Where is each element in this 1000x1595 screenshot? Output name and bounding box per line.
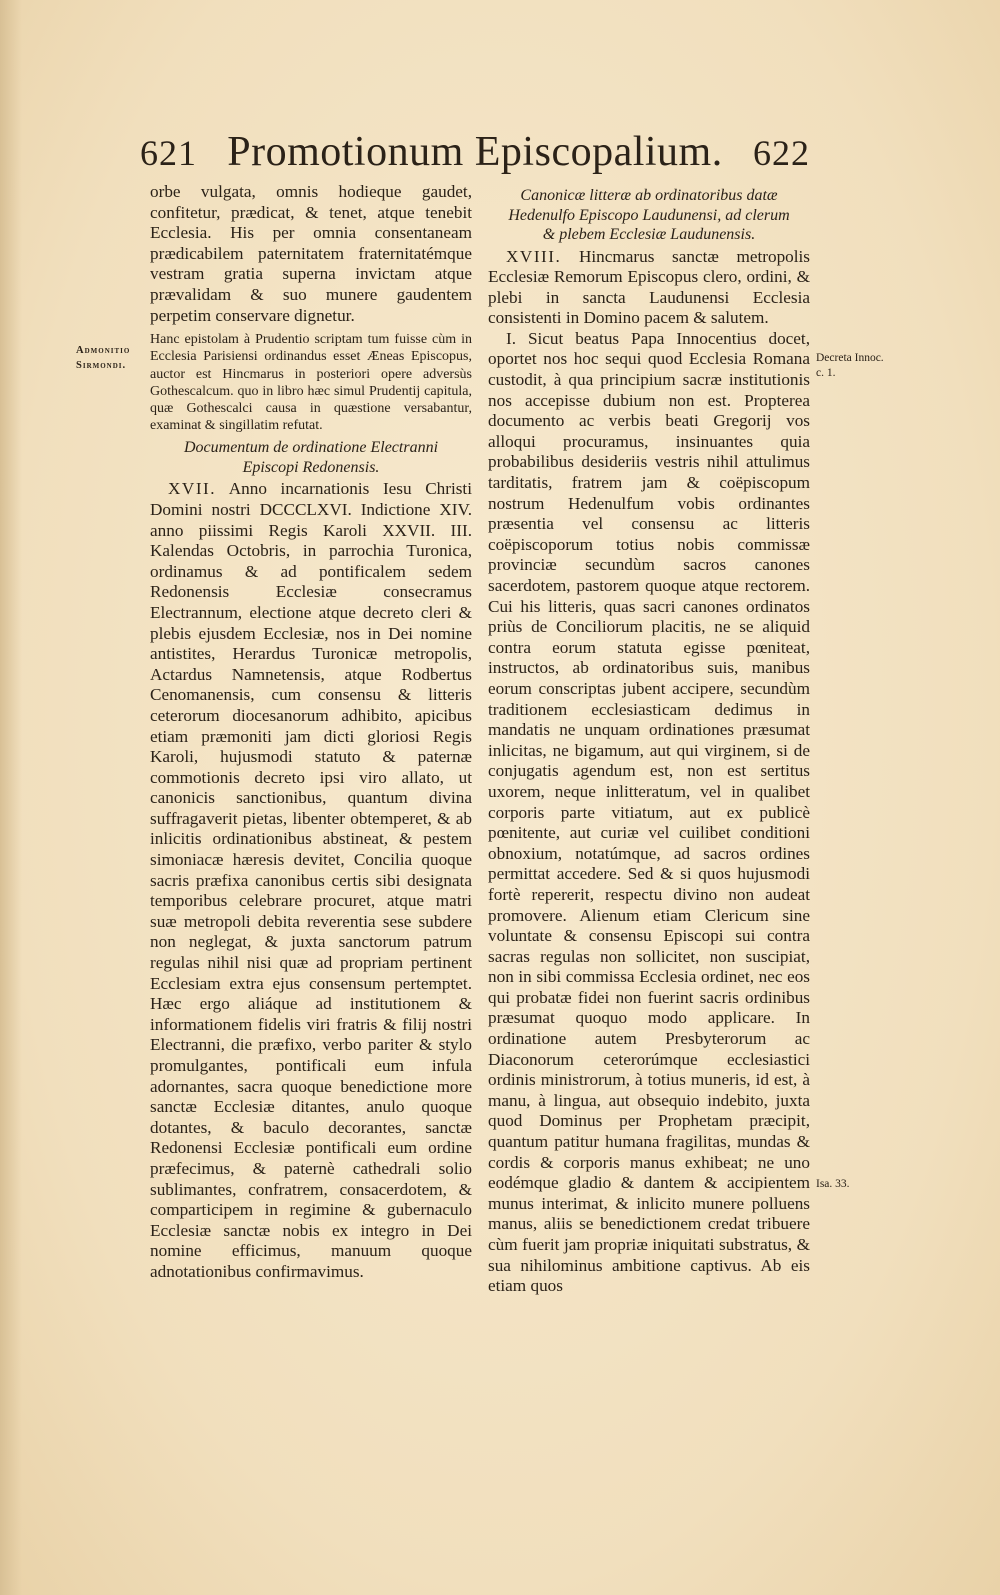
heading-line: & plebem Ecclesiæ Laudunensis. (542, 226, 756, 243)
margin-note-isaiah: Isa. 33. (816, 1178, 850, 1190)
section-heading-hedenulfus (488, 186, 810, 245)
sirmond-note: Hanc epistolam à Prudentio scriptam tum fuisse cùm in Ecclesia Parisiensi ordinandus esset Æneas Episcopus, auctor est Hincmarus in posteriori opere adversùs Gothescalcum. quo in libro hæc simul Prudentij capitula, quæ Gothescalci causa in quæstione versabantur, examinat & singillatim refutat. (150, 332, 472, 434)
paragraph-xvii (150, 479, 472, 1282)
margin-note-decreta: Decreta Innoc. c. 1. (816, 352, 884, 379)
heading-line: Episcopi Redonensis. (242, 458, 380, 476)
paragraph-closing-letter: orbe vulgata, omnis hodieque gaudet, confitetur, prædicat, & tenet, atque tenebit Ecclesia. His per omnia consentaneam prædicabilem paternitatem fraternitatémque vestram gratia superna invictam atque prævalidam & suo munere gaudentem perpetim conservare dignetur. (150, 182, 472, 325)
page-number-left: 621 (140, 133, 197, 173)
right-column (488, 182, 810, 1297)
page-number-right: 622 (752, 133, 810, 173)
heading-line: Documentum de ordinatione Electranni (183, 439, 439, 457)
running-header (140, 128, 810, 180)
paragraph-text: Hincmarus sanctæ metropolis Ecclesiæ Remorum Episcopus clero, ordini, & plebi in sancta Laudunensi Ecclesia consistenti in Domino pacem & salutem. (488, 246, 811, 328)
page-gutter-shadow (0, 0, 22, 1595)
heading-line: Canonicæ litteræ ab ordinatoribus datæ Hedenulfo Episcopo Laudunensi, ad clerum (508, 187, 790, 224)
margin-note-admonitio: Admonitio Sirmondi. (76, 345, 131, 371)
paragraph-xviii (488, 247, 810, 329)
section-number: XVII. (168, 479, 217, 499)
running-title: Promotionum Episcopalium. (227, 129, 723, 175)
section-number: XVIII. (506, 246, 562, 266)
paragraph-text: Anno incarnationis Iesu Christi Domini nostri DCCCLXVI. Indictione XIV. anno piissimi Regis Karoli XXVII. III. Kalendas Octobris, in parrochia Turonica, ordinamus & ad pontificalem sedem Redonensis Ecclesiæ consecramus Electrannum, electione atque decreto cleri & plebis ejusdem Ecclesiæ, nos in Dei nomine antistites, Herardus Turonicæ metropolis, Actardus Namnetensis, atque Rodbertus Cenomanensis, cum consensu & litteris ceterorum diocesanorum adhibito, apicibus etiam præmoniti jam dicti gloriosi Regis Karoli, hujusmodi statuto & paternæ commotionis decreto ipsi viro allato, ut canonicis sanctionibus, quantum divina suffragaverit pietas, libenter obtemperet, & ab inlicitis ordinationibus abstineat, & pestem simoniacæ hæresis devitet, Concilia quoque sacris præfixa canonibus certis sibi designata temporibus celebrare procuret, atque matri suæ metropoli debita reverentia sese subdere non neglegat, & juxta sanctorum patrum regulas nihil nisi quæ ad propriam pertinent Ecclesiam extra ejus consensum pertemptet. Hæc ergo aliáque ad institutionem & informationem fidelis viri fratris & filij nostri Electranni, die præfixo, verbo pariter & stylo promulgantes, pontificali eum infula adornantes, sacra quoque benedictione more sanctæ Ecclesiæ ditantes, anulo quoque dotantes, & baculo decorantes, sanctæ Redonensi Ecclesiæ pontificali eum ordine præfecimus, & paternè cathedrali solio sublimantes, confratrem, consacerdotem, & comparticipem in regimine & gubernaculo Ecclesiæ sanctæ nobis ex integro in Dei nomine efficimus, manuum quoque adnotationibus confirmavimus. (150, 479, 472, 1281)
left-column (150, 182, 472, 1283)
paragraph-i: I. Sicut beatus Papa Innocentius docet, oportet nos hoc sequi quod Ecclesia Romana custodit, à qua principium sacræ institutionis nos accepisse dubium non est. Propterea documento ac verbis beati Gregorij vos alloqui procuramus, insinuantes quia probabilibus desideriis vestris nihil attulimus tarditatis, fratrem jam & coëpiscopum nostrum Hedenulfum vobis ordinantes præsentia vel consensu ac litteris coëpiscoporum totius nobis commissæ provinciæ secundùm sacros canones sacerdotem, pastorem quoque atque rectorem. Cui his litteris, quas sacri canones ordinatos priùs de Conciliorum placitis, ne se aliquid contra eorum statuta egisse pœniteat, instructos, ab ordinatoribus suis, manibus eorum conscriptas jubent accipere, secundùm traditionem ecclesiasticam dedimus in mandatis ne unquam ordinationes præsumat inlicitas, ne bigamum, aut qui virginem, si de conjugatis agendum est, non est sertitus uxorem, neque inlitteratum, vel in qualibet corporis parte vitiatum, aut ex publicè pœnitente, aut curiæ vel cuilibet conditioni obnoxium, notatúmque, ad sacros ordines permittat accedere. Sed & si quos hujusmodi fortè repererit, respectu divino non audeat promovere. Alienum etiam Clericum sine voluntate & consensu Episcopi sui contra sacras regulas non sollicitet, non suscipiat, non in sibi commissa Ecclesia ordinet, nec eos qui probatæ fidei non fuerint sacris ordinibus præsumat quoquo modo applicare. In ordinatione autem Presbyterorum ac Diaconorum ceterorúmque ecclesiastici ordinis ministrorum, à totius muneris, id est, à manu, à lingua, aut obsequio indebito, juxta quod Dominus per Prophetam præcipit, quantum patitur humana fragilitas, mundas & cordis & corporis manus exhibeat; ne uno eodémque gladio & dantem & accipientem munus interimat, & inlicito munere polluens manus, aliis se benedictionem credat tribuere cùm fuerit jam propriæ iniquitati substratus, & sua nihilominus ambitione captivus. Ab eis etiam quos (488, 328, 810, 1296)
section-heading-electrannus (150, 438, 472, 477)
